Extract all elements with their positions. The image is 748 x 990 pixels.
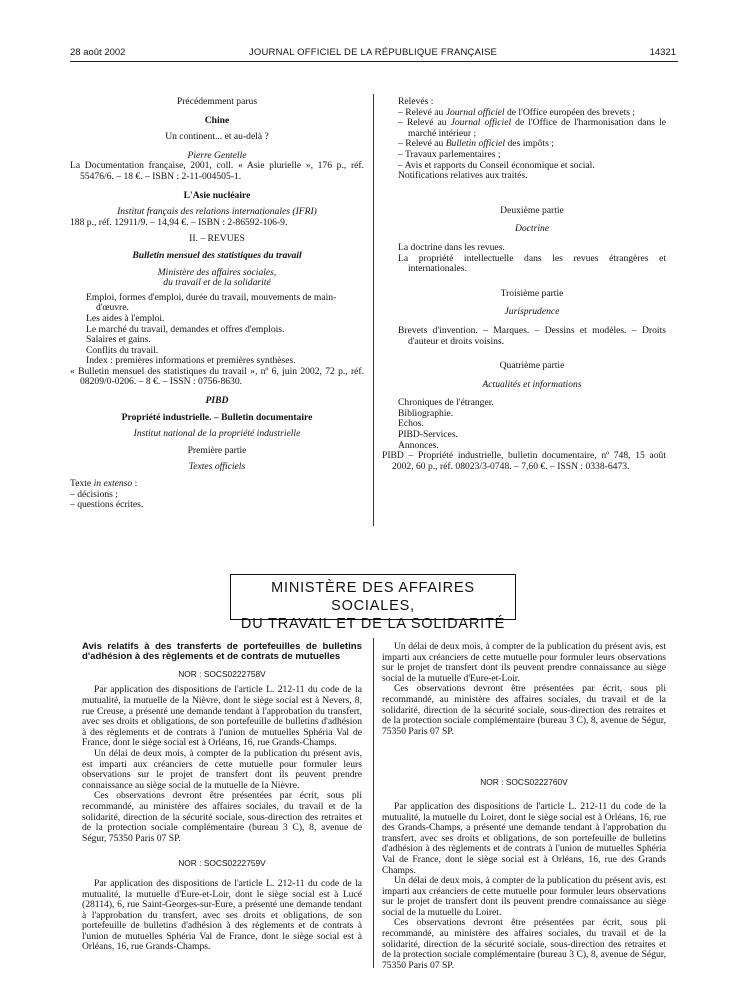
part4-item: Annonces. bbox=[398, 439, 439, 451]
lower-left-column bbox=[82, 642, 362, 953]
nor-reference: NOR : SOCS0222758V bbox=[178, 668, 266, 679]
prec-heading: Précédemment parus bbox=[176, 96, 258, 107]
bulletin-ref: « Bulletin mensuel des statistiques du travail », nº 6, juin 2002, 72 p., réf. 08209/0-0206. – 8 €. – ISSN : 0756-8630. bbox=[70, 365, 364, 388]
pibd-ref: PIBD – Propriété industrielle, bulletin documentaire, nº 748, 15 août 2002, 60 p., réf. 08023/3-0748. – 7,60 €. – ISSN : 0338-6473. bbox=[382, 450, 666, 472]
paragraph: Ces observations devront être présentées par écrit, sous pli recommandé, au ministère des affaires sociales, du travail et de la solidarité, direction de la sécurité sociale, sous-direction des retraites et de la protection sociale complémentaire (bureau 3 C), 8, avenue de Ségur, 75350 Paris 07 SP. bbox=[382, 683, 666, 737]
pibd-institute: Institut national de la propriété industrielle bbox=[133, 428, 301, 440]
releve-text: – Relevé au bbox=[398, 117, 451, 129]
paragraph: Un délai de deux mois, à compter de la publication du présent avis, est imparti aux créanciers de cette mutuelle pour formuler leurs observations sur le projet de transfert dont ils peuvent prendre connaissance au siège social de la mutuelle d'Eure-et-Loir. bbox=[382, 641, 666, 684]
part1-heading: Première partie bbox=[187, 444, 247, 456]
releve-text: – Relevé au bbox=[398, 138, 446, 150]
lower-column-divider bbox=[373, 638, 374, 968]
part4-item: PIBD-Services. bbox=[398, 429, 458, 441]
part2-item: La doctrine dans les revues. bbox=[398, 241, 505, 253]
ministry-heading-box bbox=[230, 574, 516, 632]
bulletin-title: Bulletin mensuel des statistiques du travail bbox=[132, 249, 302, 261]
nor-reference: NOR : SOCS0222760V bbox=[480, 777, 568, 788]
part4-heading: Quatrième partie bbox=[499, 360, 565, 372]
bulletin-item: Les aides à l'emploi. bbox=[86, 312, 165, 324]
journal-title: JOURNAL OFFICIEL DE LA RÉPUBLIQUE FRANÇAISE bbox=[248, 47, 498, 58]
paragraph: Ces observations devront être présentées par écrit, sous pli recommandé, au ministère des affaires sociales, du travail et de la solidarité, direction de la sécurité sociale, sous-direction des retraites et de la protection sociale complémentaire (bureau 3 C), 8, avenue de Ségur, 75350 Paris 07 SP. bbox=[82, 790, 362, 844]
bulletin-item: Le marché du travail, demandes et offres d'emplois. bbox=[86, 323, 285, 335]
part2-item: La propriété intellectuelle dans les revues étrangères et internationales. bbox=[398, 252, 666, 275]
upper-right-column bbox=[382, 96, 666, 472]
chine-author: Pierre Gentelle bbox=[187, 149, 247, 161]
bulletin-ministry-2: du travail et de la solidarité bbox=[163, 277, 271, 289]
releve-item: – Avis et rapports du Conseil économique et social. bbox=[398, 159, 595, 171]
texte-italic: in extenso bbox=[93, 478, 133, 490]
paragraph: Un délai de deux mois, à compter de la publication du présent avis, est imparti aux créanciers de cette mutuelle pour formuler leurs observations sur le projet de transfert dont ils peuvent prendre connaissance au siège social de la mutuelle du Loiret. bbox=[382, 875, 666, 918]
texte-colon: : bbox=[132, 478, 138, 490]
asie-title: L'Asie nucléaire bbox=[183, 189, 251, 201]
texte-item: – décisions ; bbox=[70, 488, 118, 500]
page-number: 14321 bbox=[649, 47, 676, 58]
paragraph: Par application des dispositions de l'article L. 212-11 du code de la mutualité, la mutuelle de la Nièvre, dont le siège social est à Nevers, 8, rue Creuse, a présenté une demande tendant à l'approbation du transfert, avec ses droits et obligations, de son portefeuille de bulletins d'adhésion à des règlements et de contrats à l'union de mutuelles Sphéria Val de France, dont le siège social est à Orléans, 16, rue Grands-Champs. bbox=[82, 684, 362, 749]
avis-title: Avis relatifs à des transferts de portefeuilles de bulletins d'adhésion à des règlements et de contrats de mutuelles bbox=[82, 641, 362, 663]
issue-date: 28 août 2002 bbox=[70, 47, 126, 58]
releve-text: de l'Office de l'harmonisation dans le marché intérieur ; bbox=[408, 117, 666, 139]
page-header bbox=[70, 48, 676, 62]
paragraph: Un délai de deux mois, à compter de la publication du présent avis, est imparti aux créanciers de cette mutuelle pour formuler leurs observations sur le projet de transfert dont ils peuvent prendre connaissance au siège social de la mutuelle de la Nièvre. bbox=[82, 747, 362, 791]
releve-journal: Journal officiel bbox=[445, 106, 505, 118]
releve-journal: Bulletin officiel bbox=[445, 138, 506, 150]
releve-text: – Relevé au bbox=[398, 106, 446, 118]
chine-subtitle: Un continent... et au-delà ? bbox=[165, 131, 269, 143]
asie-ref: 188 p., réf. 12911/9. – 14,94 €. – ISBN : 2-86592-106-9. bbox=[70, 216, 288, 228]
releve-item: – Travaux parlementaires ; bbox=[398, 148, 501, 160]
paragraph: Par application des dispositions de l'article L. 212-11 du code de la mutualité, la mutuelle du Loiret, dont le siège social est à Orléans, 16, rue des Grands-Champs, a présenté une demande tendant à l'approbation du transfert, avec ses droits et obligations, de son portefeuille de bulletins d'adhésion à des règlements et de contrats à l'union de mutuelles Sphéria Val de France, dont le siège social est à Orléans, 16, rue des Grands Champs. bbox=[382, 800, 666, 876]
releve-text: des impôts ; bbox=[505, 138, 554, 150]
releve-text: de l'Office européen des brevets ; bbox=[504, 106, 636, 118]
part3-heading: Troisième partie bbox=[500, 287, 564, 299]
texte-label: Texte bbox=[70, 478, 92, 490]
pibd-subtitle: Propriété industrielle. – Bulletin documentaire bbox=[121, 411, 313, 423]
paragraph: Ces observations devront être présentées par écrit, sous pli recommandé, au ministère des affaires sociales, du travail et de la solidarité, direction de la sécurité sociale, sous-direction des retraites et de la protection sociale complémentaire (bureau 3 C), 8, avenue de Ségur, 75350 Paris 07 SP. bbox=[382, 917, 666, 971]
texte-item: – questions écrites. bbox=[70, 499, 144, 511]
bulletin-item: Emploi, formes d'emploi, durée du travail, mouvements de main-d'œuvre. bbox=[86, 291, 337, 314]
header-rule bbox=[70, 61, 678, 62]
chine-ref: La Documentation française, 2001, coll. « Asie plurielle », 176 p., réf. 55476/6. – 18 €. – ISBN : 2-11-004505-1. bbox=[70, 160, 364, 182]
pibd-title: PIBD bbox=[205, 395, 229, 407]
chine-title: Chine bbox=[204, 114, 230, 126]
part4-item: Echos. bbox=[398, 418, 424, 430]
asie-author: Institut français des relations internationales (IFRI) bbox=[117, 206, 317, 218]
lower-right-column bbox=[382, 642, 666, 971]
part3-subheading: Jurisprudence bbox=[504, 306, 560, 318]
part4-item: Chroniques de l'étranger. bbox=[398, 397, 494, 409]
upper-left-column bbox=[70, 97, 364, 511]
bulletin-items bbox=[70, 293, 364, 367]
revues-heading: II. – REVUES bbox=[189, 233, 245, 245]
nor-reference: NOR : SOCS0222759V bbox=[178, 858, 266, 869]
part3-text: Brevets d'invention. – Marques. – Dessins et modèles. – Droits d'auteur et droits voisins. bbox=[398, 324, 666, 347]
bulletin-item: Index : premières informations et premières synthèses. bbox=[86, 355, 296, 367]
releves-label: Relevés : bbox=[398, 96, 434, 107]
upper-column-divider bbox=[373, 94, 374, 526]
part2-heading: Deuxième partie bbox=[500, 204, 564, 216]
bulletin-item: Conflits du travail. bbox=[86, 344, 159, 356]
bulletin-item: Salaires et gains. bbox=[86, 334, 151, 346]
part4-item: Bibliographie. bbox=[398, 407, 454, 419]
part1-subheading: Textes officiels bbox=[188, 461, 246, 473]
notifications: Notifications relatives aux traités. bbox=[398, 170, 528, 182]
ministry-line-2: DU TRAVAIL ET DE LA SOLIDARITÉ bbox=[240, 616, 506, 632]
part4-subheading: Actualités et informations bbox=[482, 378, 582, 390]
part2-subheading: Doctrine bbox=[514, 223, 550, 235]
bulletin-ministry-1: Ministère des affaires sociales, bbox=[157, 266, 277, 278]
paragraph: Par application des dispositions de l'article L. 212-11 du code de la mutualité, la mutuelle d'Eure-et-Loir, dont le siège social est à Lucé (28114), 6, rue Saint-Georges-sur-Eure, a présenté une demande tendant à l'approbation du transfert, avec ses droits et obligations, de son portefeuille de bulletins d'adhésion à des règlements et de contrats à l'union de mutuelles Sphéria Val de France, dont le siège social est à Orléans, 16, rue Grands-Champs. bbox=[82, 877, 362, 953]
releve-journal: Journal officiel bbox=[450, 117, 512, 129]
ministry-line-1: MINISTÈRE DES AFFAIRES SOCIALES, bbox=[271, 580, 475, 614]
releve-item bbox=[398, 118, 666, 139]
